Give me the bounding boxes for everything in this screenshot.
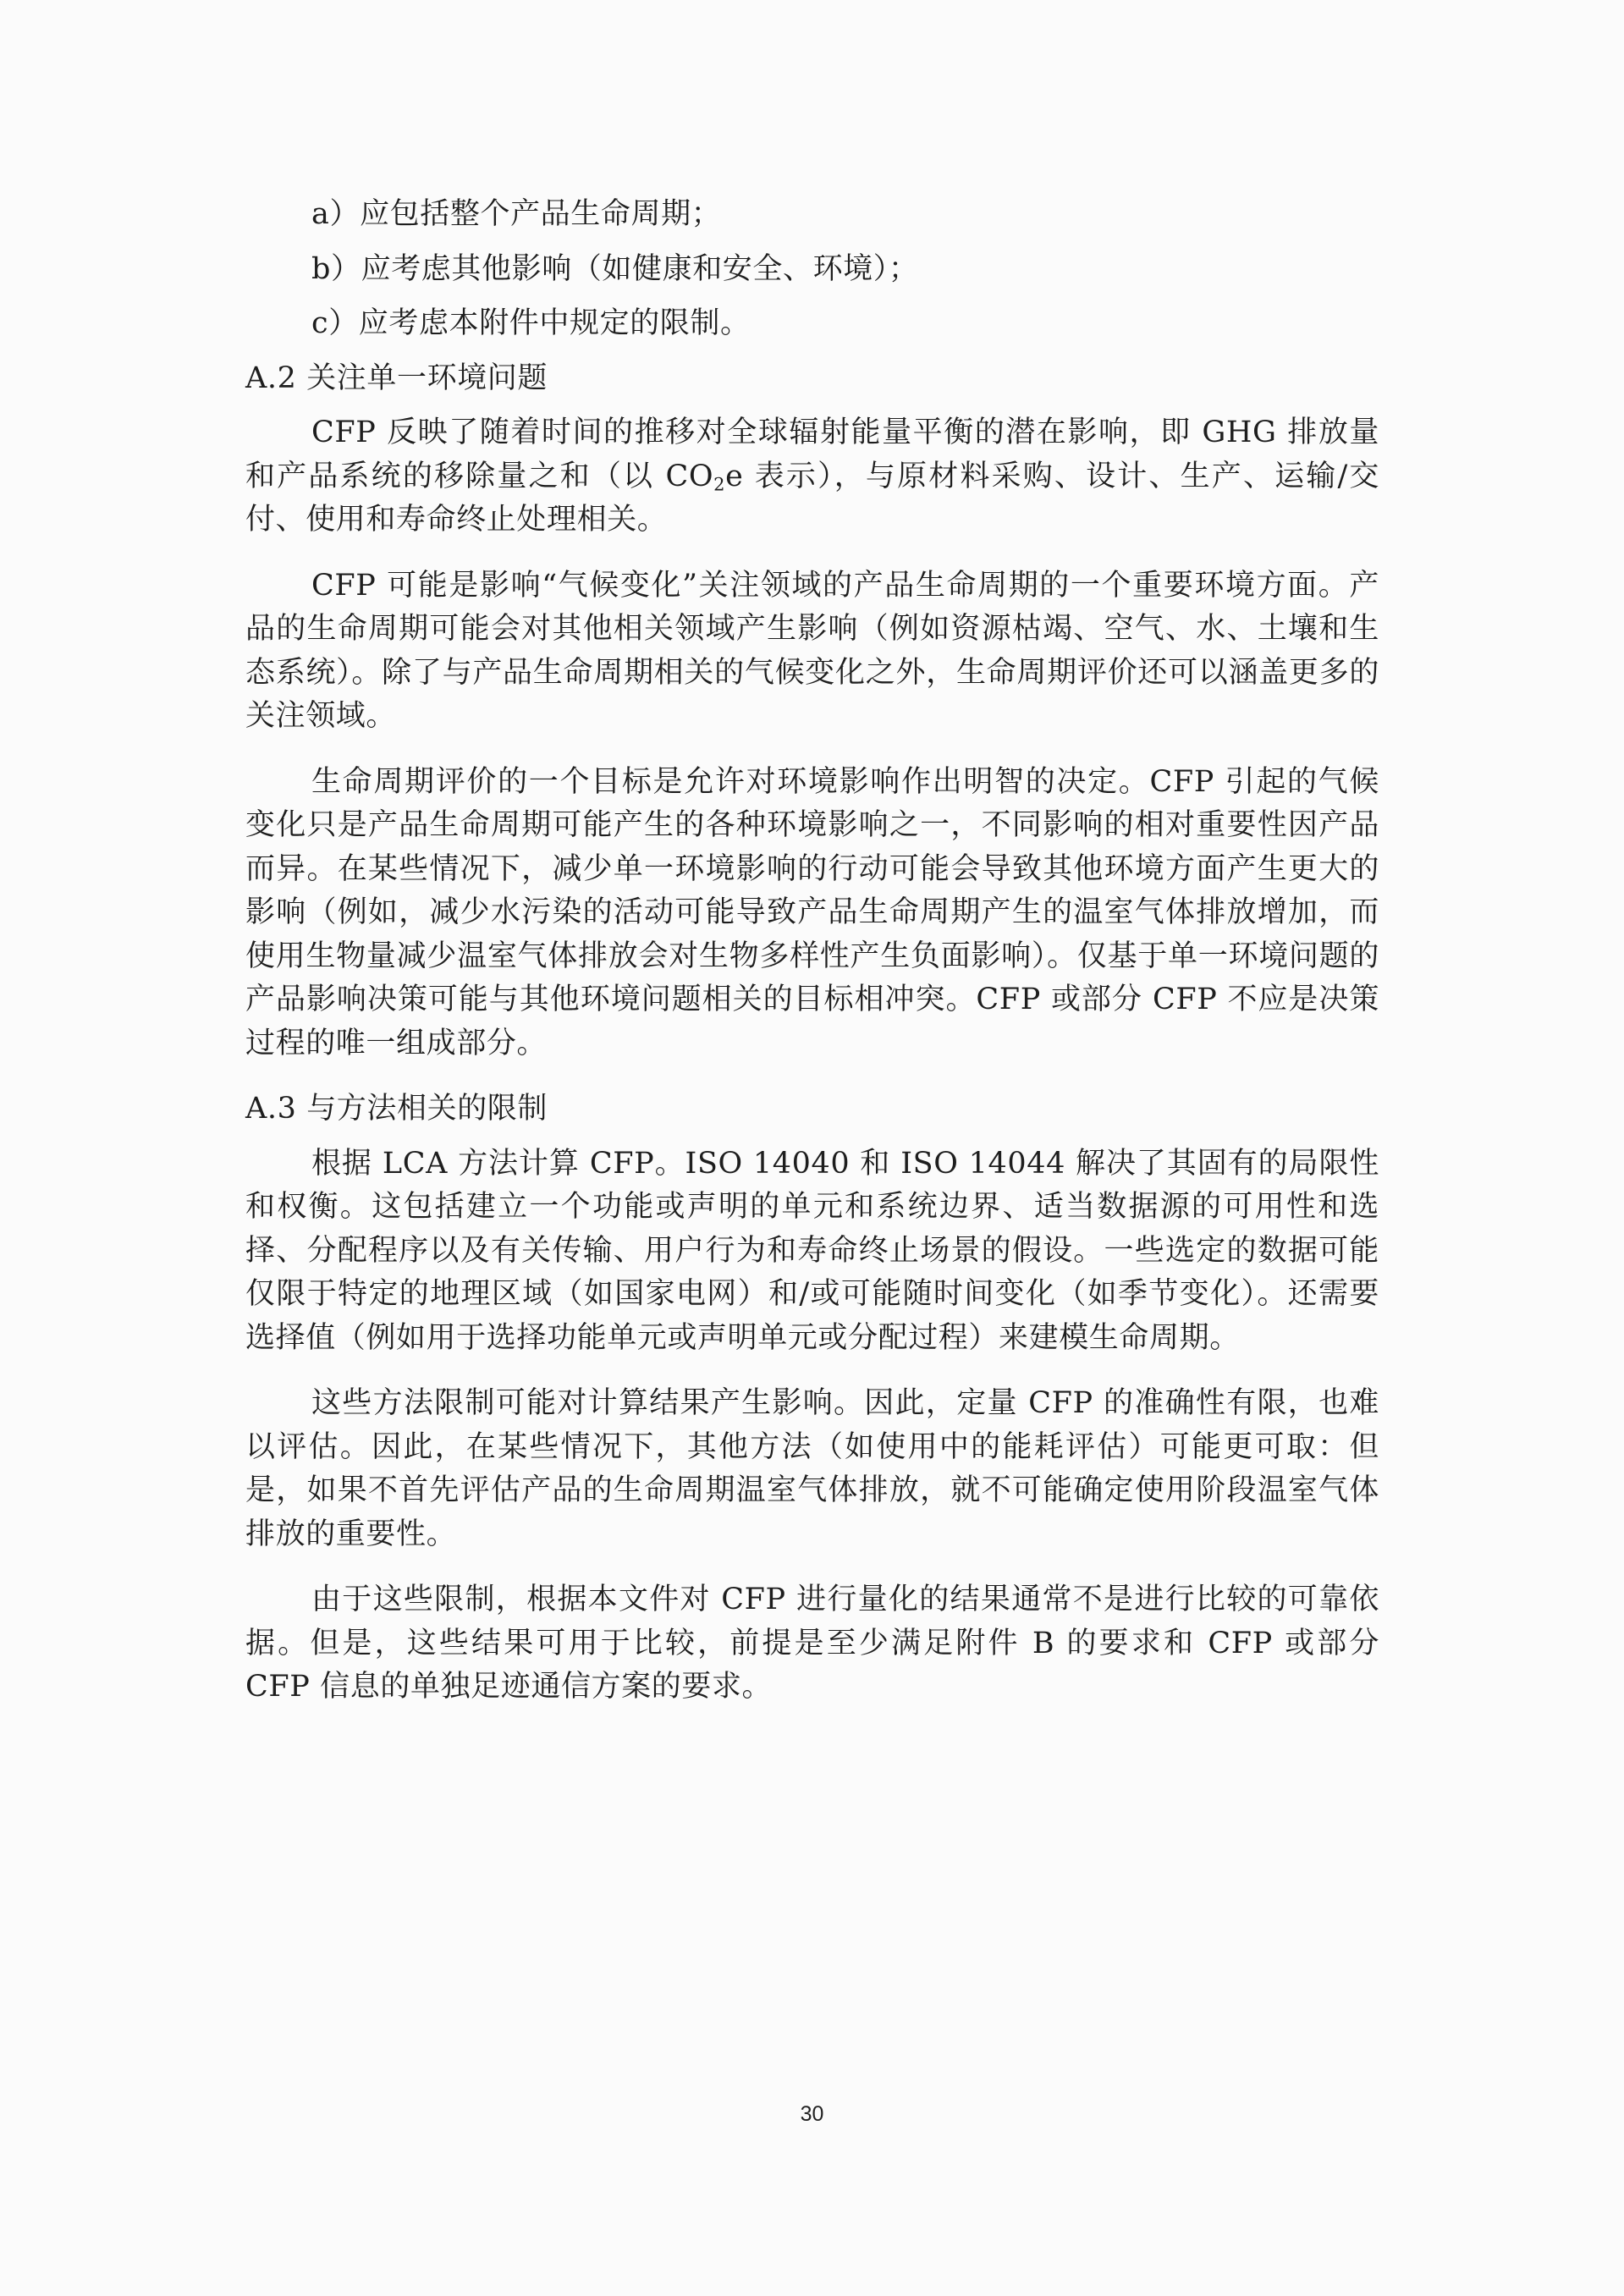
page-number: 30 xyxy=(800,2102,824,2126)
paragraph-a2-2: CFP 可能是影响“气候变化”关注领域的产品生命周期的一个重要环境方面。产品的生命周期可能会对其他相关领域产生影响（例如资源枯竭、空气、水、土壤和生态系统）。除了与产品生命周期相关的气候变化之外，生命周期评价还可以涵盖更多的关注领域。 xyxy=(245,568,1379,733)
document-body xyxy=(245,193,1379,1710)
paragraph-a2-1-text-start: CFP 反映了随着时间的推移对全球辐射能量平衡的潜在影响，即 GHG 排放量和产品系统的移除量之和（以 CO xyxy=(245,416,1379,493)
co2-subscript: 2 xyxy=(713,473,726,494)
section-heading-a2: A.2 关注单一环境问题 xyxy=(245,361,548,395)
paragraph-a3-1: 根据 LCA 方法计算 CFP。ISO 14040 和 ISO 14044 解决了其固有的局限性和权衡。这包括建立一个功能或声明的单元和系统边界、适当数据源的可用性和选择、分配程序以及有关传输、用户行为和寿命终止场景的假设。一些选定的数据可能仅限于特定的地理区域（如国家电网）和/或可能随时间变化（如季节变化）。还需要选择值（例如用于选择功能单元或声明单元或分配过程）来建模生命周期。 xyxy=(245,1146,1379,1355)
paragraph-a2-3: 生命周期评价的一个目标是允许对环境影响作出明智的决定。CFP 引起的气候变化只是产品生命周期可能产生的各种环境影响之一，不同影响的相对重要性因产品而异。在某些情况下，减少单一环境影响的行动可能会导致其他环境方面产生更大的影响（例如，减少水污染的活动可能导致产品生命周期产生的温室气体排放增加，而使用生物量减少温室气体排放会对生物多样性产生负面影响）。仅基于单一环境问题的产品影响决策可能与其他环境问题相关的目标相冲突。CFP 或部分 CFP 不应是决策过程的唯一组成部分。 xyxy=(245,764,1379,1060)
paragraph-a2-1 xyxy=(245,411,1379,542)
list-item-b: b）应考虑其他影响（如健康和安全、环境）； xyxy=(311,251,919,286)
paragraph-a3-2: 这些方法限制可能对计算结果产生影响。因此，定量 CFP 的准确性有限，也难以评估。因此，在某些情况下，其他方法（如使用中的能耗评估）可能更可取：但是，如果不首先评估产品的生命周期温室气体排放，就不可能确定使用阶段温室气体排放的重要性。 xyxy=(245,1386,1379,1551)
paragraph-a3-3: 由于这些限制，根据本文件对 CFP 进行量化的结果通常不是进行比较的可靠依据。但是，这些结果可用于比较，前提是至少满足附件 B 的要求和 CFP 或部分 CFP 信息的单独足迹通信方案的要求。 xyxy=(245,1583,1379,1704)
list-item-a: a）应包括整个产品生命周期； xyxy=(311,197,722,231)
section-heading-a3: A.3 与方法相关的限制 xyxy=(245,1092,548,1126)
list-item-c: c）应考虑本附件中规定的限制。 xyxy=(311,306,751,340)
paragraph-a2-1-text-end: e 表示），与原材料采购、设计、生产、运输/交付、使用和寿命终止处理相关。 xyxy=(245,459,1380,537)
